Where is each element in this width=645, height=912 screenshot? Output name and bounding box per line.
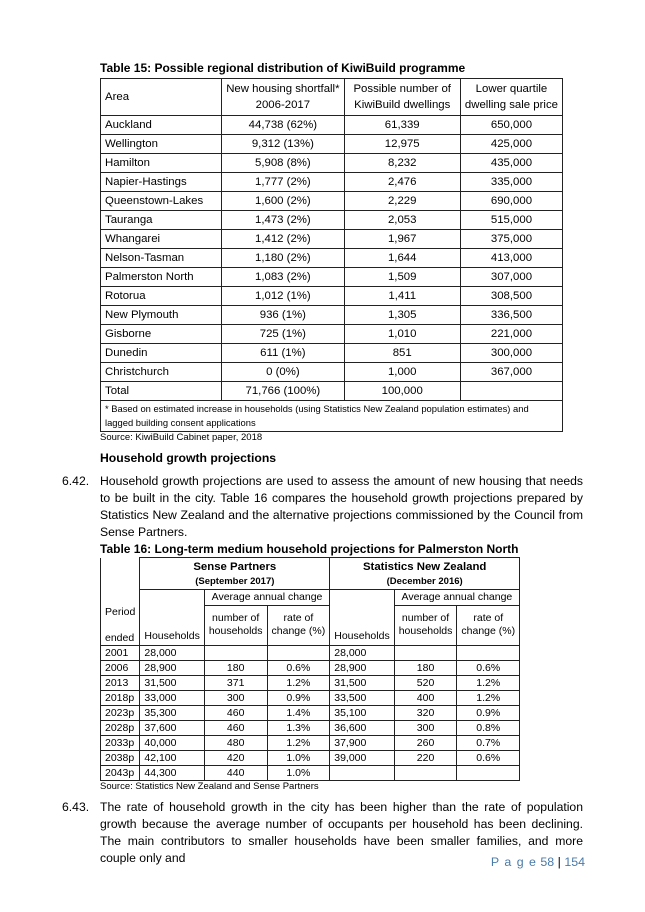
area-cell: Nelson-Tasman [101,249,222,268]
header-shortfall: New housing shortfall* 2006-2017 [222,79,344,116]
shortfall-cell: 5,908 (8%) [222,154,344,173]
dwellings-cell: 61,339 [344,116,460,135]
shortfall-cell: 1,777 (2%) [222,173,344,192]
para-642-number: 6.42. [62,474,90,488]
header-period: Period ended [101,606,140,646]
shortfall-cell: 936 (1%) [222,306,344,325]
sp-header-rate: rate of change (%) [267,606,330,646]
price-cell: 690,000 [460,192,562,211]
table-row [101,325,563,344]
sn-number-cell: 520 [394,675,457,690]
sp-rate-cell: 0.6% [267,660,330,675]
area-cell: Whangarei [101,230,222,249]
shortfall-cell: 0 (0%) [222,363,344,382]
sn-households-cell: 37,900 [330,735,394,750]
price-cell: 650,000 [460,116,562,135]
sn-number-cell: 180 [394,660,457,675]
sp-number-cell: 460 [204,705,267,720]
total-pages: 154 [564,855,585,869]
sn-header-households: Households [330,606,394,646]
table15-footnote: * Based on estimated increase in households (using Statistics New Zealand population estimates) and lagged building consent applications [101,401,563,432]
dwellings-cell: 12,975 [344,135,460,154]
price-cell: 300,000 [460,344,562,363]
sn-households-cell: 31,500 [330,675,394,690]
sn-rate-cell [457,765,520,780]
sp-households-cell: 28,000 [140,645,204,660]
sp-rate-cell [267,645,330,660]
period-cell: 2023p [101,705,140,720]
sn-households-cell: 28,000 [330,645,394,660]
table-row [101,675,520,690]
dwellings-cell: 1,010 [344,325,460,344]
area-cell: Total [101,382,222,401]
table16-subheader-row [101,606,520,646]
sn-number-cell: 260 [394,735,457,750]
para-643-number: 6.43. [62,800,90,814]
table16-caption: Table 16: Long-term medium household projections for Palmerston North [100,542,519,556]
period-cell: 2038p [101,750,140,765]
table-row [101,690,520,705]
table16-avg-row [101,590,520,606]
table-row [101,230,563,249]
area-cell: Napier-Hastings [101,173,222,192]
shortfall-cell: 1,180 (2%) [222,249,344,268]
area-cell: Palmerston North [101,268,222,287]
shortfall-cell: 71,766 (100%) [222,382,344,401]
price-cell: 425,000 [460,135,562,154]
dwellings-cell: 851 [344,344,460,363]
area-cell: Auckland [101,116,222,135]
period-cell: 2028p [101,720,140,735]
shortfall-cell: 1,012 (1%) [222,287,344,306]
header-dwellings: Possible number of KiwiBuild dwellings [344,79,460,116]
price-cell: 413,000 [460,249,562,268]
shortfall-cell: 1,473 (2%) [222,211,344,230]
sn-households-cell: 36,600 [330,720,394,735]
table15-caption: Table 15: Possible regional distribution of KiwiBuild programme [100,61,466,75]
table-row [101,116,563,135]
area-cell: Gisborne [101,325,222,344]
area-cell: Christchurch [101,363,222,382]
period-cell: 2043p [101,765,140,780]
page-separator: | [557,855,561,869]
dwellings-cell: 1,509 [344,268,460,287]
sp-rate-cell: 0.9% [267,690,330,705]
group-blank [101,558,140,590]
sn-rate-cell: 1.2% [457,690,520,705]
table15-header-row [101,79,563,116]
sn-rate-cell: 0.9% [457,705,520,720]
sp-header-number: number of households [204,606,267,646]
sp-rate-cell: 1.3% [267,720,330,735]
sp-number-cell: 371 [204,675,267,690]
dwellings-cell: 100,000 [344,382,460,401]
table15-footnote-row [101,401,563,432]
shortfall-cell: 9,312 (13%) [222,135,344,154]
table16 [100,557,520,781]
area-cell: New Plymouth [101,306,222,325]
para-642-text: Household growth projections are used to assess the amount of new housing that needs to be built in the city. Table 16 compares the household growth projections prepared by Statistics New Zealand and the alternative projections commissioned by the Council from Sense Partners. [100,474,583,539]
header-area: Area [101,79,222,116]
sn-rate-cell: 0.6% [457,660,520,675]
period-cell: 2018p [101,690,140,705]
shortfall-cell: 1,600 (2%) [222,192,344,211]
table16-source: Source: Statistics New Zealand and Sense Partners [100,781,319,792]
header-price: Lower quartile dwelling sale price [460,79,562,116]
area-cell: Tauranga [101,211,222,230]
shortfall-cell: 611 (1%) [222,344,344,363]
sn-number-cell: 220 [394,750,457,765]
table-row [101,344,563,363]
period-cell: 2006 [101,660,140,675]
sn-number-cell [394,645,457,660]
sp-households-cell: 35,300 [140,705,204,720]
price-cell: 336,500 [460,306,562,325]
sp-number-cell: 480 [204,735,267,750]
sp-households-cell: 44,300 [140,765,204,780]
area-cell: Dunedin [101,344,222,363]
sn-rate-cell [457,645,520,660]
dwellings-cell: 2,053 [344,211,460,230]
sp-rate-cell: 1.0% [267,750,330,765]
table-row [101,735,520,750]
area-cell: Rotorua [101,287,222,306]
sn-header-number: number of households [394,606,457,646]
table-row [101,173,563,192]
sp-number-cell: 460 [204,720,267,735]
sp-households-cell: 42,100 [140,750,204,765]
sn-rate-cell: 1.2% [457,675,520,690]
price-cell: 375,000 [460,230,562,249]
sp-rate-cell: 1.0% [267,765,330,780]
sn-rate-cell: 0.6% [457,750,520,765]
sn-number-cell: 300 [394,720,457,735]
sn-header-rate: rate of change (%) [457,606,520,646]
sn-households-cell: 28,900 [330,660,394,675]
sn-rate-cell: 0.7% [457,735,520,750]
table-row [101,249,563,268]
sp-households-cell: 28,900 [140,660,204,675]
sp-households-cell: 31,500 [140,675,204,690]
table-row [101,705,520,720]
sp-households-cell: 40,000 [140,735,204,750]
period-cell: 2033p [101,735,140,750]
table-row [101,211,563,230]
table-row [101,287,563,306]
shortfall-cell: 44,738 (62%) [222,116,344,135]
dwellings-cell: 1,967 [344,230,460,249]
sp-header-households: Households [140,606,204,646]
sp-households-cell: 33,000 [140,690,204,705]
table-row [101,268,563,287]
sn-number-cell: 320 [394,705,457,720]
shortfall-cell: 1,412 (2%) [222,230,344,249]
table-row [101,363,563,382]
group-sense-partners: Sense Partners (September 2017) [140,558,330,590]
shortfall-cell: 725 (1%) [222,325,344,344]
sn-avg-change: Average annual change [394,590,519,606]
dwellings-cell: 1,644 [344,249,460,268]
table15 [100,78,563,432]
sn-households-cell: 39,000 [330,750,394,765]
dwellings-cell: 8,232 [344,154,460,173]
price-cell: 515,000 [460,211,562,230]
price-cell: 221,000 [460,325,562,344]
sp-rate-cell: 1.2% [267,735,330,750]
sp-avg-change: Average annual change [204,590,329,606]
sp-number-cell: 180 [204,660,267,675]
shortfall-cell: 1,083 (2%) [222,268,344,287]
price-cell: 367,000 [460,363,562,382]
table-row [101,306,563,325]
dwellings-cell: 1,411 [344,287,460,306]
sn-households-cell: 33,500 [330,690,394,705]
page-footer [491,855,585,869]
sp-rate-cell: 1.2% [267,675,330,690]
sn-households-cell: 35,100 [330,705,394,720]
area-cell: Queenstown-Lakes [101,192,222,211]
sp-number-cell: 420 [204,750,267,765]
page-label: P a g e [490,855,537,869]
dwellings-cell: 2,229 [344,192,460,211]
para-643-text: The rate of household growth in the city has been higher than the rate of population growth because the average number of occupants per household has been declining. The main contributors to smaller households have been smaller families, and more couple only and [100,800,583,865]
price-cell: 307,000 [460,268,562,287]
table-row [101,645,520,660]
table16-group-row [101,558,520,590]
table15-source: Source: KiwiBuild Cabinet paper, 2018 [100,432,263,443]
sp-number-cell: 300 [204,690,267,705]
price-cell: 435,000 [460,154,562,173]
table-row [101,154,563,173]
sn-number-cell [394,765,457,780]
price-cell: 335,000 [460,173,562,192]
sp-number-cell [204,645,267,660]
area-cell: Wellington [101,135,222,154]
sn-rate-cell: 0.8% [457,720,520,735]
table-row [101,382,563,401]
sn-households-cell [330,765,394,780]
table-row [101,192,563,211]
table-row [101,660,520,675]
table-row [101,720,520,735]
price-cell: 308,500 [460,287,562,306]
page-number: 58 [540,855,555,869]
dwellings-cell: 2,476 [344,173,460,192]
period-cell: 2001 [101,645,140,660]
sn-number-cell: 400 [394,690,457,705]
dwellings-cell: 1,305 [344,306,460,325]
table-row [101,135,563,154]
sp-households-cell: 37,600 [140,720,204,735]
price-cell [460,382,562,401]
area-cell: Hamilton [101,154,222,173]
section-heading: Household growth projections [100,451,277,465]
period-cell: 2013 [101,675,140,690]
dwellings-cell: 1,000 [344,363,460,382]
sp-rate-cell: 1.4% [267,705,330,720]
group-stats-nz: Statistics New Zealand (December 2016) [330,558,520,590]
table-row [101,765,520,780]
sp-number-cell: 440 [204,765,267,780]
table-row [101,750,520,765]
